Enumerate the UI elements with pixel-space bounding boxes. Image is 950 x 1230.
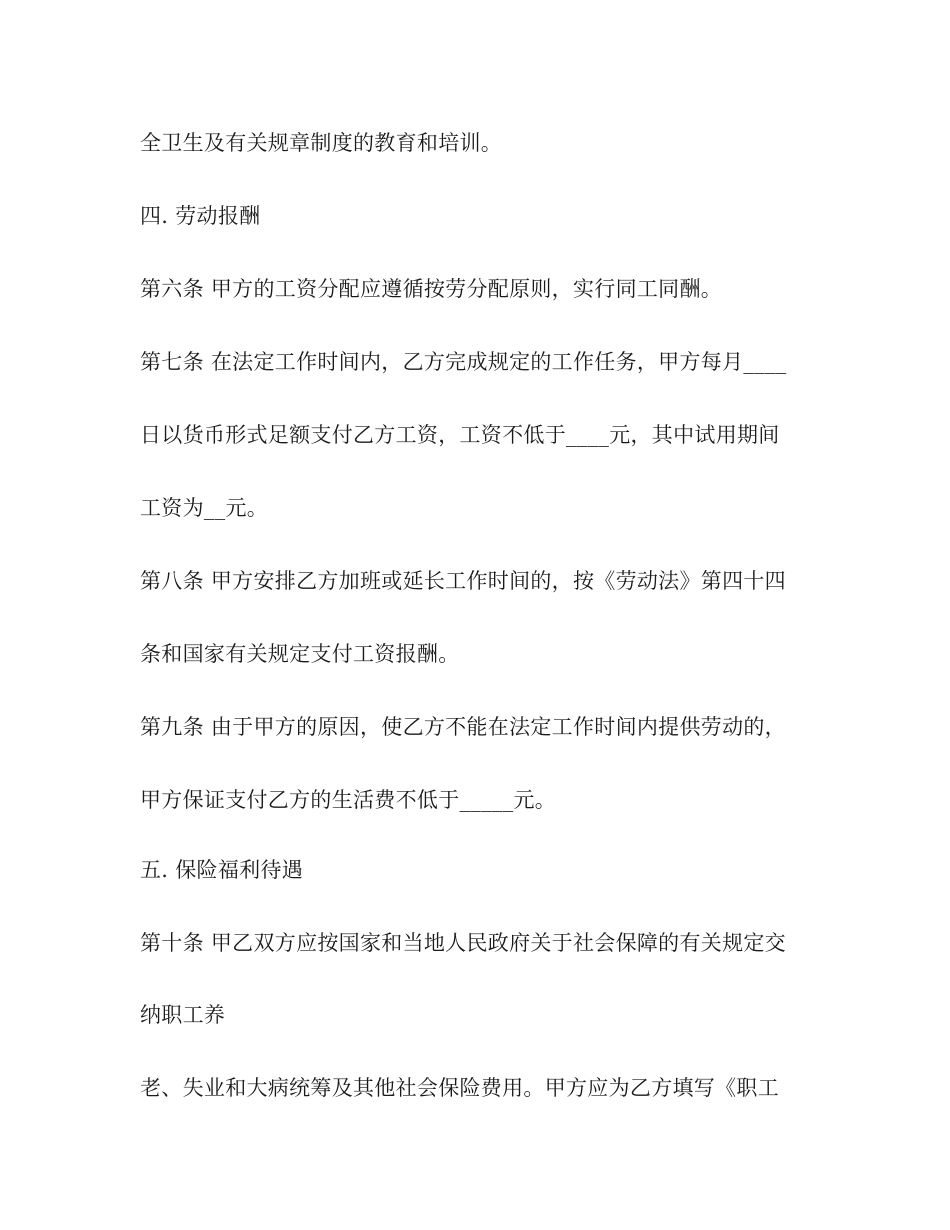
text-line: 第六条 甲方的工资分配应遵循按劳分配原则，实行同工同酬。: [140, 277, 723, 301]
text-line: 第八条 甲方安排乙方加班或延长工作时间的，按《劳动法》第四十四: [140, 569, 786, 593]
text-line: 第九条 由于甲方的原因，使乙方不能在法定工作时间内提供劳动的，: [140, 715, 786, 739]
text-line: 甲方保证支付乙方的生活费不低于_____元。: [140, 788, 557, 812]
text-line: 第七条 在法定工作时间内，乙方完成规定的工作任务，甲方每月____: [140, 350, 787, 374]
section-heading: 五. 保险福利待遇: [140, 858, 304, 882]
text-line: 全卫生及有关规章制度的教育和培训。: [140, 131, 503, 155]
text-line: 第十条 甲乙双方应按国家和当地人民政府关于社会保障的有关规定交: [140, 931, 786, 955]
text-line: 工资为__元。: [140, 496, 269, 520]
text-line: 条和国家有关规定支付工资报酬。: [140, 642, 460, 666]
section-heading: 四. 劳动报酬: [140, 204, 261, 228]
text-line: 日以货币形式足额支付乙方工资，工资不低于____元，其中试用期间: [140, 423, 780, 447]
text-line: 老、失业和大病统筹及其他社会保险费用。甲方应为乙方填写《职工: [140, 1076, 779, 1100]
text-line: 纳职工养: [140, 1003, 226, 1027]
